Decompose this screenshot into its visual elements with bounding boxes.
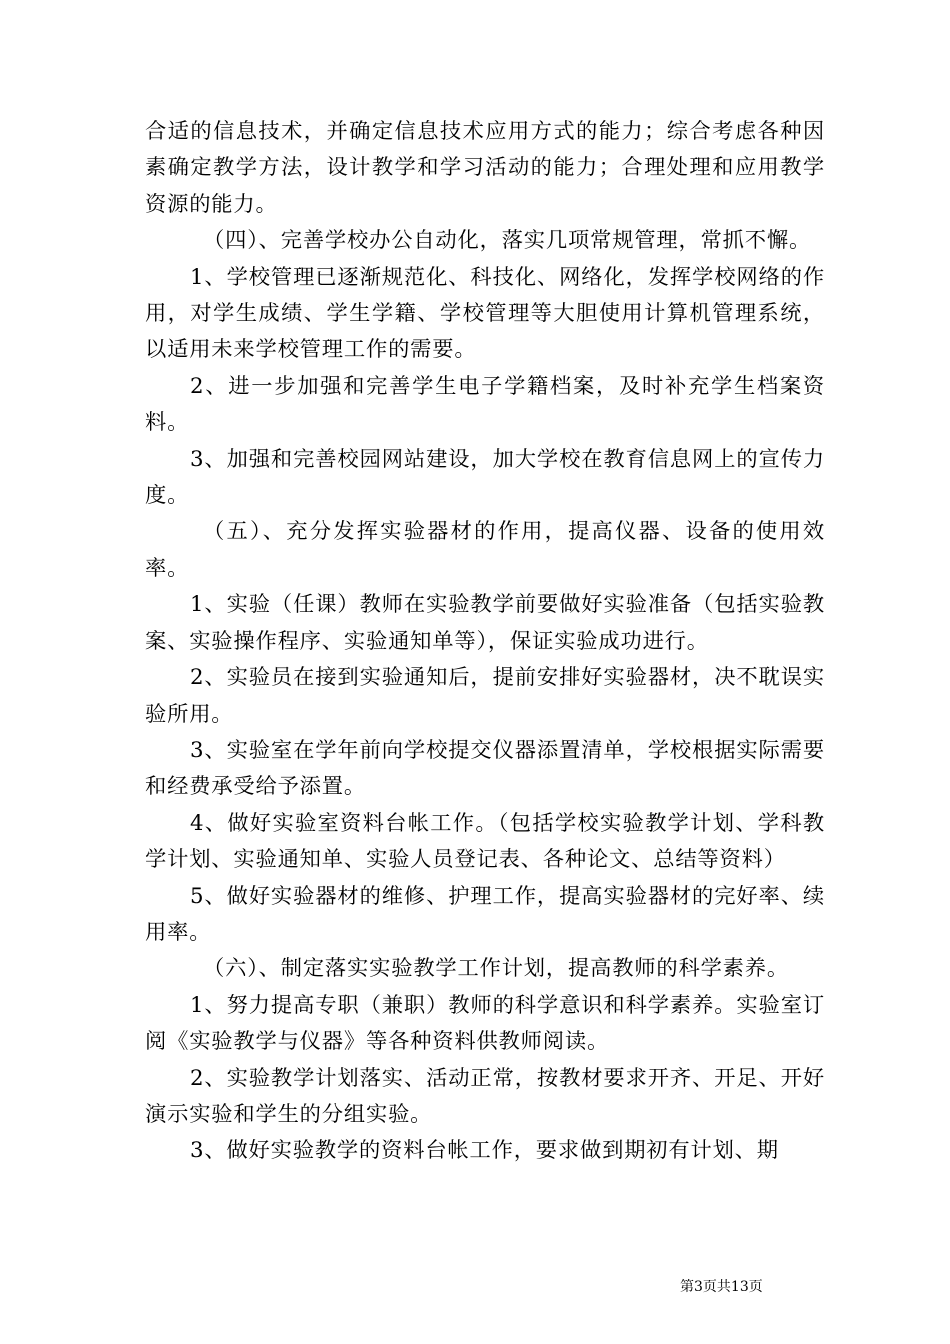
list-item-5-1: 1、实验（任课）教师在实验教学前要做好实验准备（包括实验教案、实验操作程序、实验通知单等），保证实验成功进行。 [145,592,825,654]
paragraph-intro-continuation: 合适的信息技术，并确定信息技术应用方式的能力；综合考虑各种因素确定教学方法，设计教学和学习活动的能力；合理处理和应用教学资源的能力。 [145,119,825,217]
list-item-4-1: 1、学校管理已逐渐规范化、科技化、网络化，发挥学校网络的作用，对学生成绩、学生学籍、学校管理等大胆使用计算机管理系统，以适用未来学校管理工作的需要。 [145,264,825,363]
list-item-4-2: 2、进一步加强和完善学生电子学籍档案，及时补充学生档案资料。 [145,373,825,436]
section-heading-5: （五）、充分发挥实验器材的作用，提高仪器、设备的使用效率。 [145,519,825,581]
page-number: 第3页共13页 [680,1279,763,1295]
list-item-6-1: 1、努力提高专职（兼职）教师的科学意识和科学素养。实验室订阅《实验教学与仪器》等各种资料供教师阅读。 [145,992,825,1055]
list-item-5-2: 2、实验员在接到实验通知后，提前安排好实验器材，决不耽误实验所用。 [145,665,825,727]
list-item-6-3: 3、做好实验教学的资料台帐工作，要求做到期初有计划、期 [190,1138,779,1164]
list-item-4-3: 3、加强和完善校园网站建设，加大学校在教育信息网上的宣传力度。 [145,446,825,509]
document-body [145,114,825,1170]
list-item-5-4: 4、做好实验室资料台帐工作。（包括学校实验教学计划、学科教学计划、实验通知单、实验人员登记表、各种论文、总结等资料） [145,810,825,873]
list-item-5-3: 3、实验室在学年前向学校提交仪器添置清单，学校根据实际需要和经费承受给予添置。 [145,737,825,800]
section-heading-4: （四）、完善学校办公自动化，落实几项常规管理，常抓不懈。 [203,228,812,254]
section-heading-6: （六）、制定落实实验教学工作计划，提高教师的科学素养。 [203,956,789,982]
list-item-5-5: 5、做好实验器材的维修、护理工作，提高实验器材的完好率、续用率。 [145,883,825,945]
list-item-6-2: 2、实验教学计划落实、活动正常，按教材要求开齐、开足、开好演示实验和学生的分组实验。 [145,1065,825,1127]
